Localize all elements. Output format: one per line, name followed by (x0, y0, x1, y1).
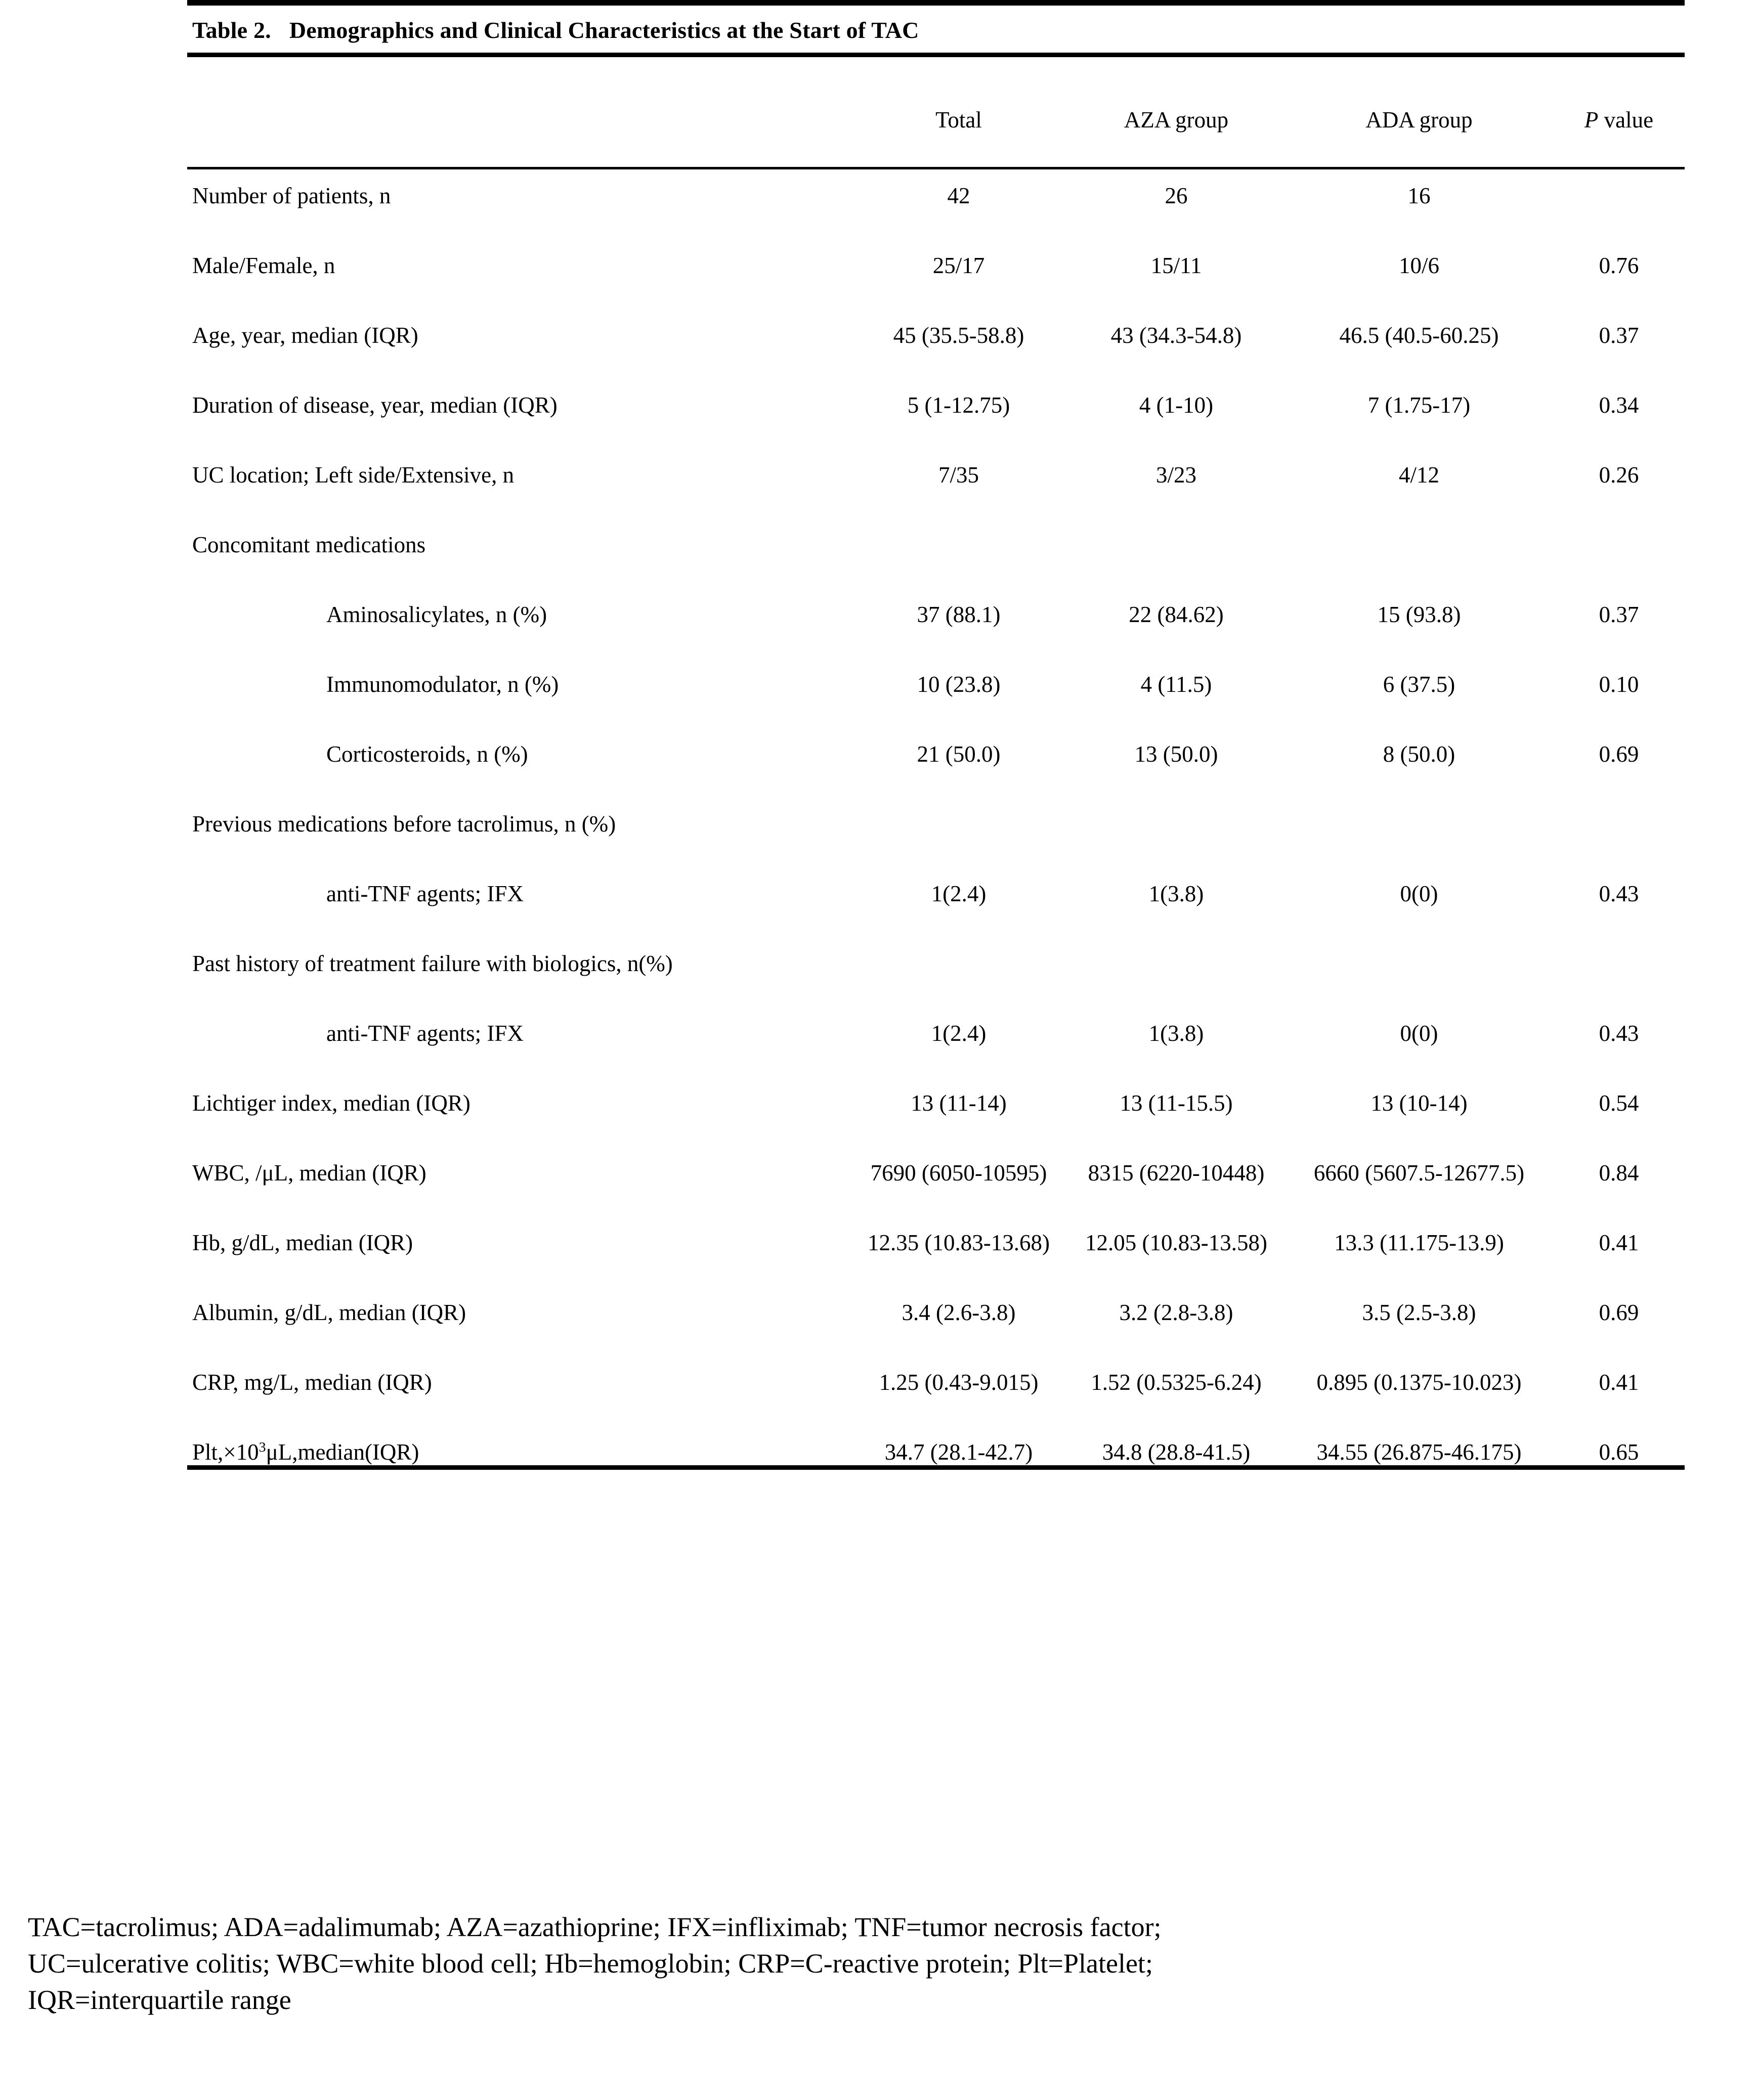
cell-ada (1285, 767, 1553, 837)
cell-total: 3.4 (2.6-3.8) (902, 1300, 1016, 1325)
row-label-post: μL,median(IQR) (266, 1439, 419, 1465)
cell-aza: 1.52 (0.5325-6.24) (1091, 1370, 1262, 1395)
cell-total: 37 (88.1) (917, 602, 1001, 627)
row-label: CRP, mg/L, median (IQR) (192, 1370, 432, 1395)
cell-p-value: 0.69 (1599, 1300, 1639, 1325)
column-header-aza: AZA group (1124, 107, 1229, 133)
cell-ada: 0(0) (1400, 881, 1438, 906)
cell-total: 10 (23.8) (917, 672, 1001, 697)
row-label: Duration of disease, year, median (IQR) (192, 392, 558, 418)
cell-ada: 0.895 (0.1375-10.023) (1316, 1370, 1522, 1395)
cell-total: 1(2.4) (931, 1021, 987, 1046)
row-label: Lichtiger index, median (IQR) (192, 1090, 470, 1116)
column-header-p-value (1553, 57, 1685, 133)
cell-total (850, 767, 1067, 837)
cell-p-value: 0.41 (1599, 1370, 1639, 1395)
table-row (187, 837, 1685, 907)
cell-p-value: 0.43 (1599, 1021, 1639, 1046)
table-row (187, 1046, 1685, 1116)
cell-aza: 13 (11-15.5) (1120, 1090, 1233, 1116)
p-value-word: value (1598, 107, 1654, 133)
cell-p-value: 0.54 (1599, 1090, 1639, 1116)
cell-aza (1067, 907, 1285, 977)
table-body (187, 133, 1685, 1465)
cell-ada: 13 (10-14) (1370, 1090, 1468, 1116)
column-header-total: Total (935, 107, 982, 133)
table-title: Demographics and Clinical Characteristics at the Start of TAC (289, 17, 919, 43)
cell-p-value: 0.26 (1599, 462, 1639, 488)
row-label: Corticosteroids, n (%) (326, 741, 528, 767)
cell-total: 12.35 (10.83-13.68) (868, 1230, 1050, 1255)
cell-total: 45 (35.5-58.8) (893, 323, 1024, 348)
header-row (187, 57, 1685, 133)
cell-aza (1067, 488, 1285, 558)
cell-ada: 16 (1407, 183, 1431, 208)
cell-p-value: 0.76 (1599, 253, 1639, 278)
cell-aza: 15/11 (1150, 253, 1202, 278)
table-header-top-rule (187, 53, 1685, 57)
cell-total: 25/17 (932, 253, 985, 278)
footnote-line-1: TAC=tacrolimus; ADA=adalimumab; AZA=azathioprine; IFX=infliximab; TNF=tumor necrosis factor; (28, 1912, 1162, 1942)
table-top-rule (187, 0, 1685, 6)
cell-ada: 10/6 (1398, 253, 1439, 278)
row-label-pre: Plt,×10 (192, 1439, 259, 1465)
table-row (187, 628, 1685, 697)
cell-p-value (1553, 133, 1685, 209)
cell-p-value: 0.65 (1599, 1439, 1639, 1465)
cell-p-value: 0.69 (1599, 741, 1639, 767)
row-label: anti-TNF agents; IFX (326, 1021, 524, 1046)
table-row (187, 907, 1685, 977)
row-label: Male/Female, n (192, 253, 335, 278)
cell-ada: 6 (37.5) (1383, 672, 1455, 697)
cell-total (850, 907, 1067, 977)
table-row (187, 1186, 1685, 1256)
cell-ada (1285, 907, 1553, 977)
cell-ada: 15 (93.8) (1377, 602, 1461, 627)
footnote-line-3: IQR=interquartile range (28, 1984, 291, 2015)
table-row (187, 1256, 1685, 1326)
row-label: Aminosalicylates, n (%) (326, 602, 547, 627)
cell-total (850, 488, 1067, 558)
cell-aza: 3.2 (2.8-3.8) (1119, 1300, 1233, 1325)
cell-p-value: 0.34 (1599, 392, 1639, 418)
row-label: Immunomodulator, n (%) (326, 672, 559, 697)
column-header-label (187, 57, 850, 133)
cell-ada: 8 (50.0) (1383, 741, 1455, 767)
cell-aza: 3/23 (1155, 462, 1196, 488)
table-row (187, 977, 1685, 1046)
table-head (187, 57, 1685, 133)
table-row (187, 133, 1685, 209)
table-row (187, 209, 1685, 279)
cell-total: 7690 (6050-10595) (870, 1160, 1047, 1186)
table-header-bottom-rule (187, 167, 1685, 169)
cell-aza: 4 (11.5) (1140, 672, 1212, 697)
table-bottom-rule (187, 1465, 1685, 1470)
row-label-exponent: 3 (259, 1439, 266, 1455)
cell-aza: 34.8 (28.8-41.5) (1102, 1439, 1251, 1465)
footnote-line-2: UC=ulcerative colitis; WBC=white blood cell; Hb=hemoglobin; CRP=C-reactive protein; Plt=Platelet; (28, 1948, 1153, 1979)
table-row (187, 279, 1685, 348)
table-footnote (28, 1909, 1712, 2018)
table-row (187, 1326, 1685, 1395)
p-italic: P (1584, 107, 1599, 133)
row-label: Number of patients, n (192, 183, 391, 208)
table-row (187, 1116, 1685, 1186)
row-label: anti-TNF agents; IFX (326, 881, 524, 906)
table-number: Table 2. (192, 17, 271, 43)
table-row (187, 697, 1685, 767)
cell-aza: 43 (34.3-54.8) (1110, 323, 1242, 348)
cell-p-value: 0.10 (1599, 672, 1639, 697)
cell-p-value (1553, 767, 1685, 837)
cell-total: 7/35 (938, 462, 979, 488)
column-header-ada: ADA group (1365, 107, 1473, 133)
cell-aza: 12.05 (10.83-13.58) (1085, 1230, 1267, 1255)
row-label (187, 1395, 850, 1465)
cell-ada (1285, 488, 1553, 558)
cell-ada: 0(0) (1400, 1021, 1438, 1046)
row-label: Age, year, median (IQR) (192, 323, 418, 348)
cell-aza: 13 (50.0) (1134, 741, 1218, 767)
table-row (187, 558, 1685, 628)
table-row (187, 418, 1685, 488)
cell-aza (1067, 767, 1285, 837)
cell-aza: 22 (84.62) (1129, 602, 1224, 627)
row-label: Albumin, g/dL, median (IQR) (192, 1300, 466, 1325)
cell-ada: 13.3 (11.175-13.9) (1334, 1230, 1504, 1255)
cell-aza: 1(3.8) (1148, 1021, 1204, 1046)
cell-p-value: 0.84 (1599, 1160, 1639, 1186)
cell-ada: 4/12 (1398, 462, 1439, 488)
cell-aza: 26 (1165, 183, 1188, 208)
cell-p-value: 0.37 (1599, 602, 1639, 627)
cell-total: 42 (947, 183, 970, 208)
cell-ada: 3.5 (2.5-3.8) (1362, 1300, 1476, 1325)
table-row (187, 488, 1685, 558)
cell-total: 1.25 (0.43-9.015) (879, 1370, 1039, 1395)
cell-aza: 4 (1-10) (1139, 392, 1214, 418)
cell-total: 5 (1-12.75) (907, 392, 1010, 418)
table-grid (187, 57, 1685, 1465)
cell-aza: 8315 (6220-10448) (1088, 1160, 1265, 1186)
row-label: UC location; Left side/Extensive, n (192, 462, 514, 488)
cell-total: 13 (11-14) (911, 1090, 1007, 1116)
cell-total: 21 (50.0) (917, 741, 1001, 767)
cell-total: 1(2.4) (931, 881, 987, 906)
table-2 (187, 0, 1685, 1470)
row-label: Previous medications before tacrolimus, n (%) (192, 811, 616, 837)
table-row (187, 348, 1685, 418)
row-label: WBC, /μL, median (IQR) (192, 1160, 426, 1186)
cell-total: 34.7 (28.1-42.7) (884, 1439, 1033, 1465)
table-row (187, 767, 1685, 837)
row-label: Hb, g/dL, median (IQR) (192, 1230, 413, 1255)
cell-ada: 7 (1.75-17) (1367, 392, 1471, 418)
row-label: Past history of treatment failure with biologics, n(%) (192, 951, 673, 976)
table-caption (187, 6, 1685, 53)
cell-p-value (1553, 488, 1685, 558)
cell-aza: 1(3.8) (1148, 881, 1204, 906)
table-row (187, 1395, 1685, 1465)
row-label: Concomitant medications (192, 532, 426, 557)
cell-ada: 46.5 (40.5-60.25) (1339, 323, 1499, 348)
cell-p-value: 0.41 (1599, 1230, 1639, 1255)
cell-ada: 6660 (5607.5-12677.5) (1313, 1160, 1525, 1186)
cell-p-value: 0.43 (1599, 881, 1639, 906)
cell-p-value (1553, 907, 1685, 977)
cell-p-value: 0.37 (1599, 323, 1639, 348)
cell-ada: 34.55 (26.875-46.175) (1316, 1439, 1522, 1465)
